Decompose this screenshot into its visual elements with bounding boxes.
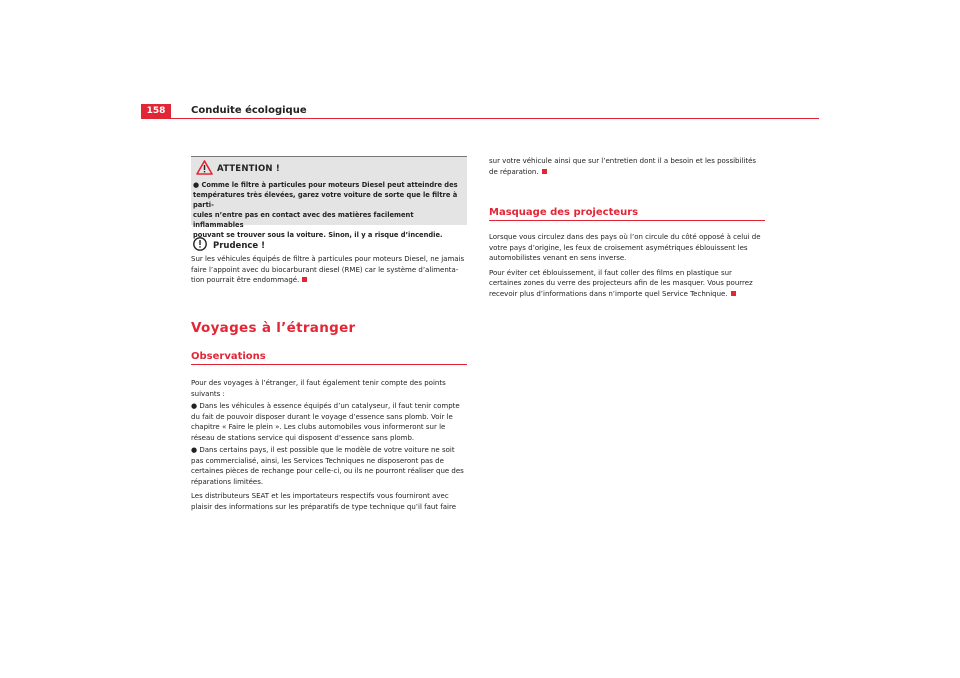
body-line: votre pays d’origine, les feux de croisement asymétriques éblouissent les	[489, 243, 748, 252]
body-line: certaines zones du verre des projecteurs afin de les masquer. Vous pourrez	[489, 279, 753, 287]
caution-line: Sur les véhicules équipés de filtre à particules pour moteurs Diesel, ne jamais	[191, 255, 465, 263]
subsection-rule	[191, 364, 467, 365]
body-line: Lorsque vous circulez dans des pays où l’on circule du côté opposé à celui de	[489, 233, 761, 241]
body-line: réseau de stations service qui disposent d’essence sans plomb.	[191, 433, 415, 442]
body-line: Pour des voyages à l’étranger, il faut également tenir compte des points	[191, 379, 446, 387]
body-line: suivants :	[191, 389, 225, 398]
end-of-section-mark	[731, 291, 736, 296]
body-line: Dans les véhicules à essence équipés d’un catalyseur, il faut tenir compte	[199, 402, 460, 410]
header-divider	[141, 118, 819, 119]
body-line: pas commercialisé, ainsi, les Services Techniques ne disposeront pas de	[191, 456, 444, 465]
body-line: Les distributeurs SEAT et les importateurs respectifs vous fourniront avec	[191, 492, 449, 500]
bullet-icon: ●	[193, 181, 200, 189]
caution-title: Prudence !	[213, 241, 266, 251]
body-line: sur votre véhicule ainsi que sur l’entretien dont il a besoin et les possibilités	[489, 157, 757, 165]
warning-line: températures très élevées, garez votre voiture de sorte que le filtre à parti-	[193, 191, 458, 209]
left-body	[191, 378, 471, 512]
warning-text	[193, 180, 463, 240]
subsection-title: Observations	[191, 351, 266, 362]
body-line: de réparation.	[489, 167, 539, 176]
end-of-section-mark	[302, 277, 307, 282]
bullet-icon: ●	[191, 402, 198, 410]
subsection-rule	[489, 220, 765, 221]
body-line: plaisir des informations sur les préparatifs de type technique qu’il faut faire	[191, 502, 456, 511]
section-title: Voyages à l’étranger	[191, 320, 356, 336]
bullet-icon: ●	[191, 446, 198, 454]
end-of-section-mark	[542, 169, 547, 174]
right-body	[489, 232, 774, 299]
body-line: certaines pièces de rechange pour celle-ci, ou ils ne pourront réaliser que des	[191, 467, 464, 475]
warning-title: ATTENTION !	[217, 164, 280, 174]
subsection-title-projectors: Masquage des projecteurs	[489, 207, 639, 218]
exclamation-circle-icon	[193, 237, 207, 251]
body-line: réparations limitées.	[191, 477, 264, 486]
warning-line: pouvant se trouver sous la voiture. Sinon, il y a risque d’incendie.	[193, 231, 443, 239]
warning-line: cules n’entre pas en contact avec des matières facilement inflammables	[193, 211, 414, 229]
caution-line: tion pourrait être endommagé.	[191, 276, 300, 284]
right-continuation	[489, 156, 774, 177]
page-title: Conduite écologique	[191, 105, 307, 116]
page-number: 158	[141, 104, 171, 118]
warning-line: Comme le filtre à particules pour moteurs Diesel peut atteindre des	[201, 181, 458, 189]
body-line: Pour éviter cet éblouissement, il faut coller des films en plastique sur	[489, 268, 732, 277]
body-line: chapitre « Faire le plein ». Les clubs automobiles vous informeront sur le	[191, 423, 446, 431]
body-line: Dans certains pays, il est possible que le modèle de votre voiture ne soit	[199, 446, 455, 454]
caution-text	[191, 254, 471, 286]
body-line: automobilistes venant en sens inverse.	[489, 254, 627, 262]
warning-box-top-rule	[191, 156, 467, 157]
caution-line: faire l’appoint avec du biocarburant diesel (RME) car le système d’alimenta-	[191, 265, 459, 274]
body-line: recevoir plus d’informations dans n’importe quel Service Technique.	[489, 289, 728, 298]
warning-triangle-icon	[196, 160, 213, 175]
warning-box	[191, 156, 467, 239]
body-line: du fait de pouvoir disposer durant le voyage d’essence sans plomb. Voir le	[191, 412, 453, 421]
